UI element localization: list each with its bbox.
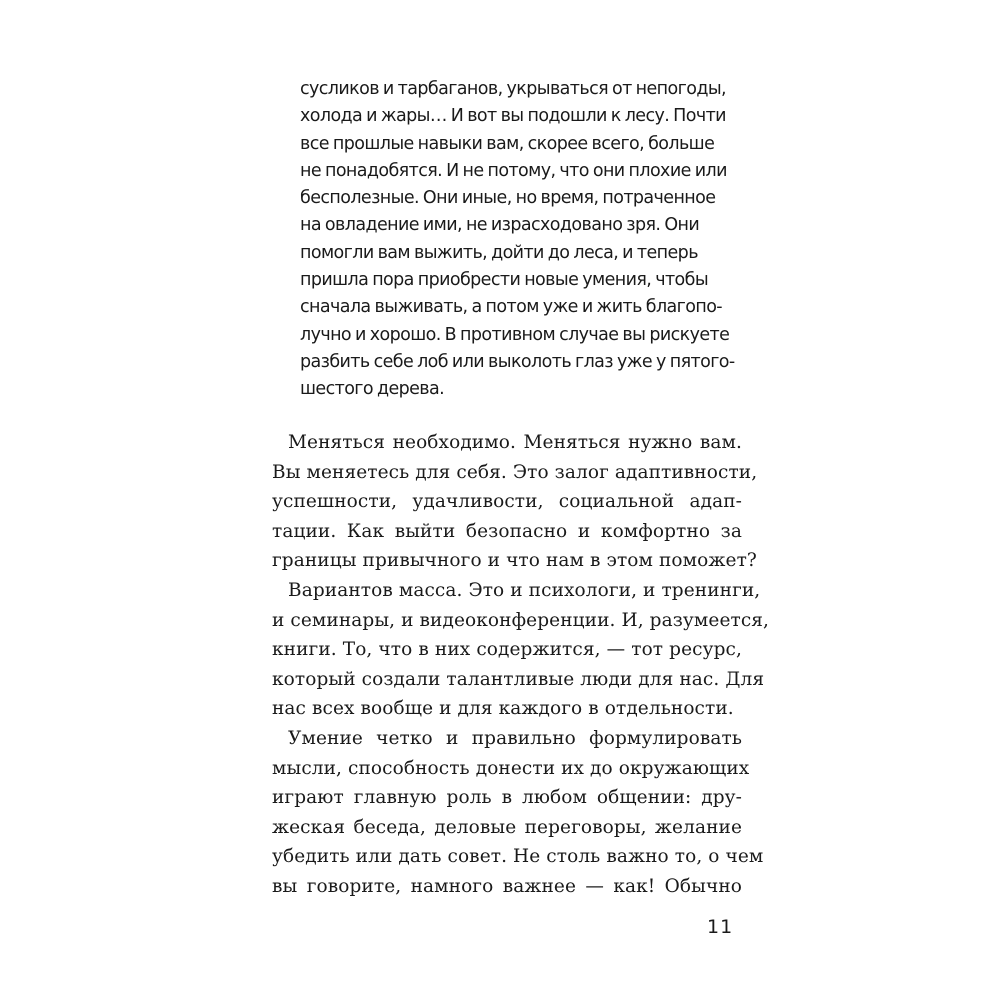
text-line: не понадобятся. И не потому, что они плохие или: [300, 160, 727, 181]
page-number: 11: [707, 916, 734, 938]
text-line: лучно и хорошо. В противном случае вы рискуете: [300, 324, 730, 345]
text-line: Меняться необходимо. Меняться нужно вам.: [288, 432, 742, 453]
text-line: пришла пора приобрести новые умения, чтобы: [300, 270, 709, 291]
text-line: помогли вам выжить, дойти до леса, и теперь: [300, 242, 698, 263]
text-line: и семинары, и видеоконференции. И, разумеется,: [272, 609, 770, 631]
paragraph-1: [272, 428, 758, 576]
text-line: бесполезные. Они иные, но время, потраченное: [300, 188, 716, 209]
text-line: сначала выживать, а потом уже и жить благопо-: [300, 297, 723, 318]
text-line: тации. Как выйти безопасно и комфортно за: [272, 520, 742, 542]
text-line: жеская беседа, деловые переговоры, желание: [272, 816, 742, 838]
text-line: разбить себе лоб или выколоть глаз уже у пятого-: [300, 351, 735, 372]
text-line: границы привычного и что нам в этом поможет?: [272, 550, 757, 572]
text-line: холода и жары… И вот вы подошли к лесу. Почти: [300, 106, 726, 127]
text-line: Умение четко и правильно формулировать: [288, 727, 742, 749]
text-line: который создали талантливые люди для нас. Для: [272, 668, 765, 690]
text-line: вы говорите, намного важнее — как! Обычно: [272, 875, 742, 897]
text-line: шестого дерева.: [300, 379, 445, 400]
sans-intro-block: [300, 76, 740, 404]
text-line: Вариантов масса. Это и психологи, и тренинги,: [288, 579, 761, 601]
text-line: Вы меняетесь для себя. Это залог адаптивности,: [272, 461, 758, 483]
paragraph-2: [272, 576, 770, 724]
text-line: на овладение ими, не израсходовано зря. Они: [300, 215, 700, 236]
text-line: мысли, способность донести их до окружающих: [272, 757, 750, 779]
text-line: играют главную роль в любом общении: дру-: [272, 787, 742, 809]
paragraph-3: [272, 724, 764, 902]
text-line: убедить или дать совет. Не столь важно то, о чем: [272, 846, 764, 868]
text-line: нас всех вообще и для каждого в отдельности.: [272, 698, 734, 720]
body-text: [272, 428, 770, 902]
text-line: сусликов и тарбаганов, укрываться от непогоды,: [300, 79, 727, 99]
text-line: все прошлые навыки вам, скорее всего, больше: [300, 133, 715, 154]
text-line: книги. То, что в них содержится, — тот ресурс,: [272, 639, 742, 661]
text-line: успешности, удачливости, социальной адап-: [272, 491, 742, 513]
